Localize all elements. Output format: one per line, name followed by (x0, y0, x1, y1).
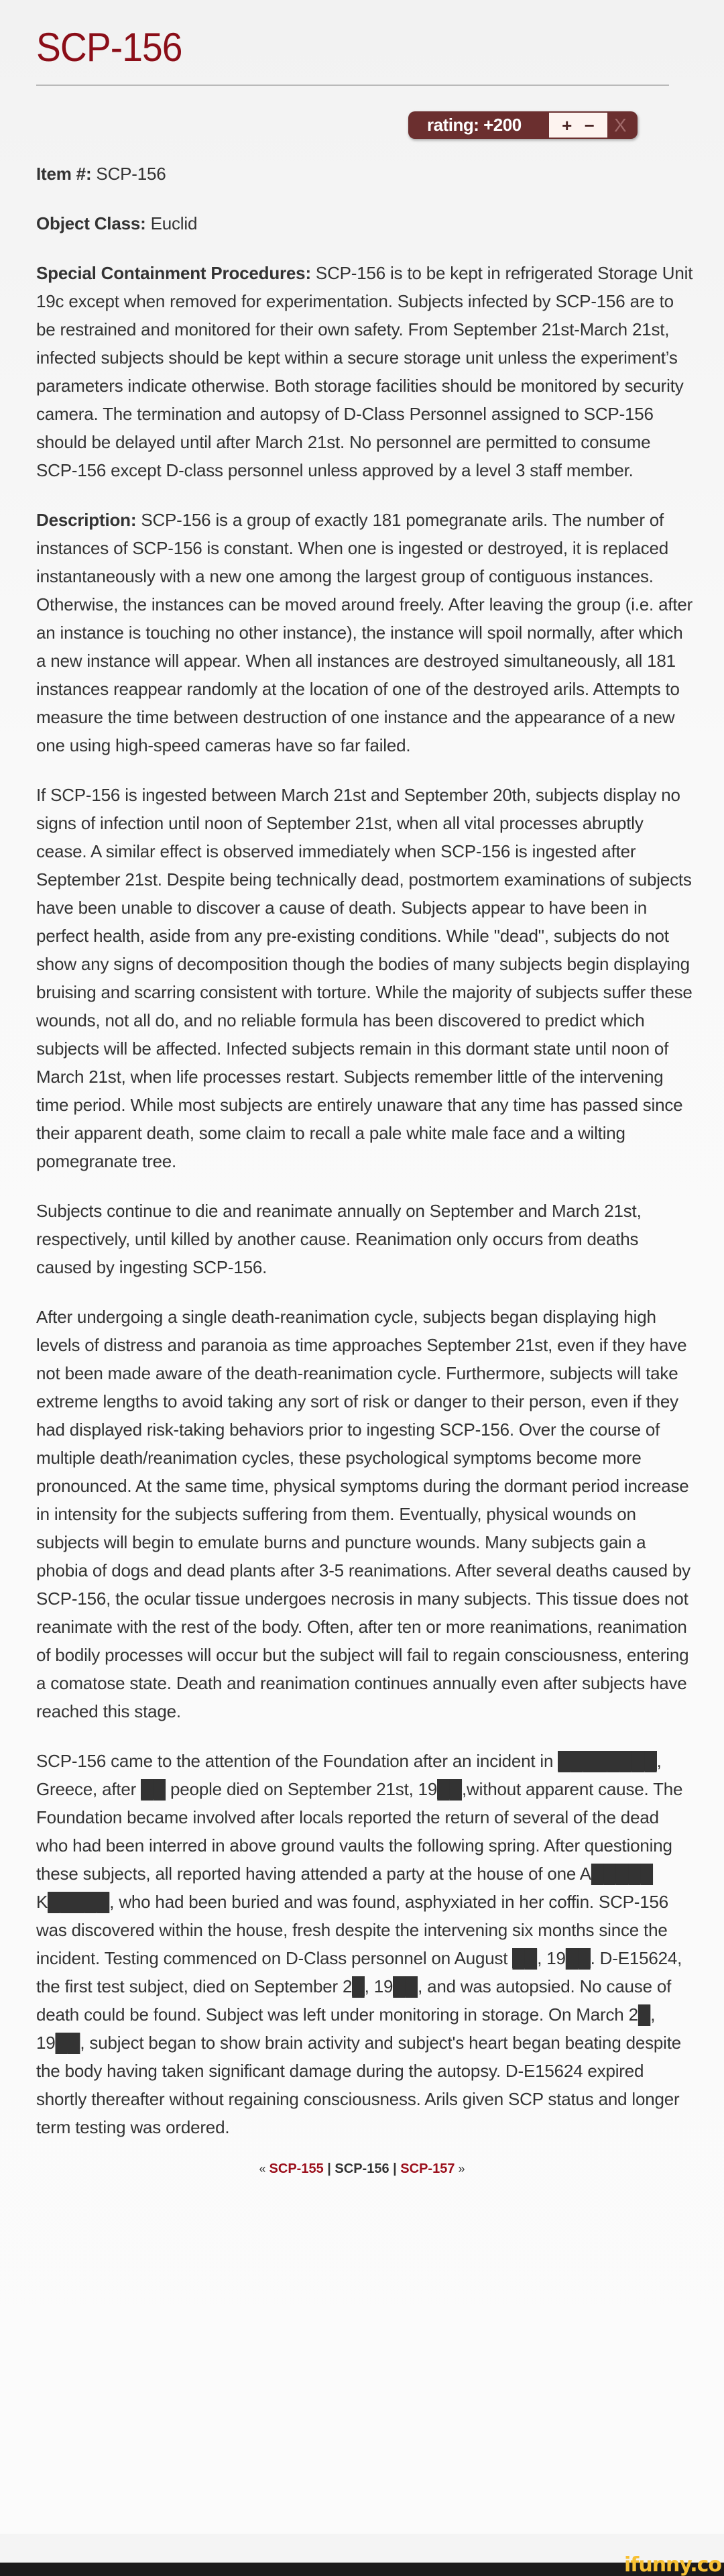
history-text: K (36, 1892, 48, 1912)
containment-procedures (36, 259, 693, 484)
current-scp-label: SCP-156 (335, 2161, 389, 2176)
upvote-button[interactable]: + (562, 115, 572, 136)
item-number-label: Item #: (36, 164, 92, 184)
history-text: , Greece, after (36, 1751, 662, 1799)
article-navigation (36, 2161, 688, 2177)
watermark-bar (0, 2563, 724, 2576)
redacted-block: ████████ (558, 1751, 657, 1771)
rating-row (36, 86, 688, 144)
containment-procedures-text: SCP-156 is to be kept in refrigerated Storage Unit 19c except when removed for experimentation. Subjects infected by SCP-156 are to be restrained and monitored for their own safety. From September 21st-March 21st, infected subjects should be kept within a secure storage unit unless the experiment’s parameters indicate otherwise. Both storage facilities should be monitored by security camera. The termination and autopsy of D-Class Personnel assigned to SCP-156 should be delayed until after March 21st. No personnel are permitted to consume SCP-156 except D-class personnel unless approved by a level 3 staff member. (36, 263, 693, 480)
nav-separator: | (323, 2161, 335, 2176)
redacted-block: ██ (512, 1948, 538, 1968)
history-text: , subject began to show brain activity and subject's heart began beating despite the body having taken significant damage during the autopsy. D-E15624 expired shortly thereafter without regaining consciousness. Arils given SCP status and longer term testing was ordered. (36, 2033, 682, 2137)
redacted-block: ██ (565, 1948, 591, 1968)
paragraph-symptoms: After undergoing a single death-reanimation cycle, subjects began displaying high levels of distress and paranoia as time approaches September 21st, even if they have not been made aware of the death-reanimation cycle. Furthermore, subjects will take extreme lengths to avoid taking any sort of risk or danger to their person, even if they had displayed risk-taking behaviors prior to ingesting SCP-156. Over the course of multiple death/reanimation cycles, these psychological symptoms become more pronounced. At the same time, physical symptoms during the dormant period increase in intensity for the subjects suffering from them. Eventually, physical wounds on subjects will begin to emulate burns and puncture wounds. Many subjects gain a phobia of dogs and dead plants after 3-5 reanimations. After several deaths caused by SCP-156, the ocular tissue undergoes necrosis in many subjects. This tissue does not reanimate with the rest of the body. Often, after ten or more reanimations, reanimation of bodily processes will occur but the subject will fail to regain consciousness, entering a comatose state. Death and reanimation continues annually even after subjects have reached this stage. (36, 1307, 690, 1721)
history-text: , and was autopsied. No cause of death could be found. Subject was left under monitoring in storage. On March 2 (36, 1976, 672, 2025)
prev-scp-link[interactable]: SCP-155 (269, 2161, 324, 2176)
history-text: , 19 (364, 1976, 394, 1996)
rating-score: rating: +200 (427, 115, 522, 135)
nav-separator: | (389, 2161, 401, 2176)
next-scp-link[interactable]: SCP-157 (400, 2161, 455, 2176)
article-content (36, 160, 693, 2141)
history-text: , 19 (537, 1948, 566, 1968)
description (36, 506, 693, 759)
redacted-block: ██ (55, 2033, 80, 2053)
downvote-button[interactable]: − (584, 115, 595, 136)
history-text: . D-E15624, the first test subject, died on September 2 (36, 1948, 682, 1996)
history-text: people died on September 21st, 19 (166, 1779, 438, 1799)
paragraph-reanimation: Subjects continue to die and reanimate annually on September and March 21st, respectively, until killed by another cause. Reanimation only occurs from deaths caused by ingesting SCP-156. (36, 1201, 642, 1277)
object-class (36, 209, 693, 237)
redacted-block: ██ (393, 1976, 418, 1996)
object-class-value: Euclid (145, 213, 198, 233)
next-arrow: » (455, 2162, 465, 2176)
description-label: Description: (36, 510, 137, 530)
redacted-block: ██ (141, 1779, 166, 1799)
paragraph-history (36, 1747, 693, 2141)
redacted-block: █ (638, 2004, 651, 2025)
history-text: SCP-156 came to the attention of the Foundation after an incident in (36, 1751, 558, 1771)
containment-procedures-label: Special Containment Procedures: (36, 263, 311, 283)
redacted-block: █ (352, 1976, 365, 1996)
vote-box (549, 113, 607, 138)
description-text: SCP-156 is a group of exactly 181 pomegranate arils. The number of instances of SCP-156 is constant. When one is ingested or destroyed, it is replaced instantaneously with a new one among the largest group of contiguous instances. Otherwise, the instances can be moved around freely. After leaving the group (i.e. after an instance is touching no other instance), the instance will spoil normally, after which a new instance will appear. When all instances are destroyed simultaneously, all 181 instances reappear randomly at the location of one of the destroyed arils. Attempts to measure the time between destruction of one instance and the appearance of a new one using high-speed cameras have so far failed. (36, 510, 693, 755)
prev-arrow: « (259, 2162, 269, 2176)
redacted-block: ██ (437, 1779, 463, 1799)
page-title: SCP-156 (36, 25, 182, 70)
item-number-value: SCP-156 (91, 164, 166, 184)
history-text: , 19 (36, 2004, 656, 2053)
redacted-block: █████ (48, 1892, 110, 1912)
object-class-label: Object Class: (36, 213, 146, 233)
redacted-block: █████ (591, 1864, 653, 1884)
paragraph-ingestion: If SCP-156 is ingested between March 21st and September 20th, subjects display no signs of infection until noon of September 21st, when all vital processes abruptly cease. A similar effect is observed immediately when SCP-156 is ingested after September 21st. Despite being technically dead, postmortem examinations of subjects have been unable to discover a cause of death. Subjects appear to have been in perfect health, aside from any pre-existing conditions. While "dead", subjects do not show any signs of decomposition though the bodies of many subjects begin displaying bruising and scarring consistent with torture. While the majority of subjects suffer these wounds, not all do, and no reliable formula has been discovered to predict which subjects will be affected. Infected subjects remain in this dormant state until noon of March 21st, when life processes restart. Subjects remember little of the intervening time period. While most subjects are entirely unaware that any time has passed since their apparent death, some claim to recall a pale white male face and a wilting pomegranate tree. (36, 785, 692, 1171)
history-text: ,without apparent cause. The Foundation became involved after locals reported the return of several of the dead who had been interred in above ground vaults the following spring. After questioning these subjects, all reported having attended a party at the house of one A (36, 1779, 683, 1884)
history-text: , who had been buried and was found, asphyxiated in her coffin. SCP-156 was discovered within the house, fresh despite the intervening six months since the incident. Testing commenced on D-Class personnel on August (36, 1892, 669, 1968)
ifunny-watermark-logo: ifunny.co (624, 2553, 721, 2576)
item-number (36, 160, 693, 188)
cancel-vote-button[interactable]: X (614, 114, 627, 136)
rating-widget (408, 111, 638, 139)
